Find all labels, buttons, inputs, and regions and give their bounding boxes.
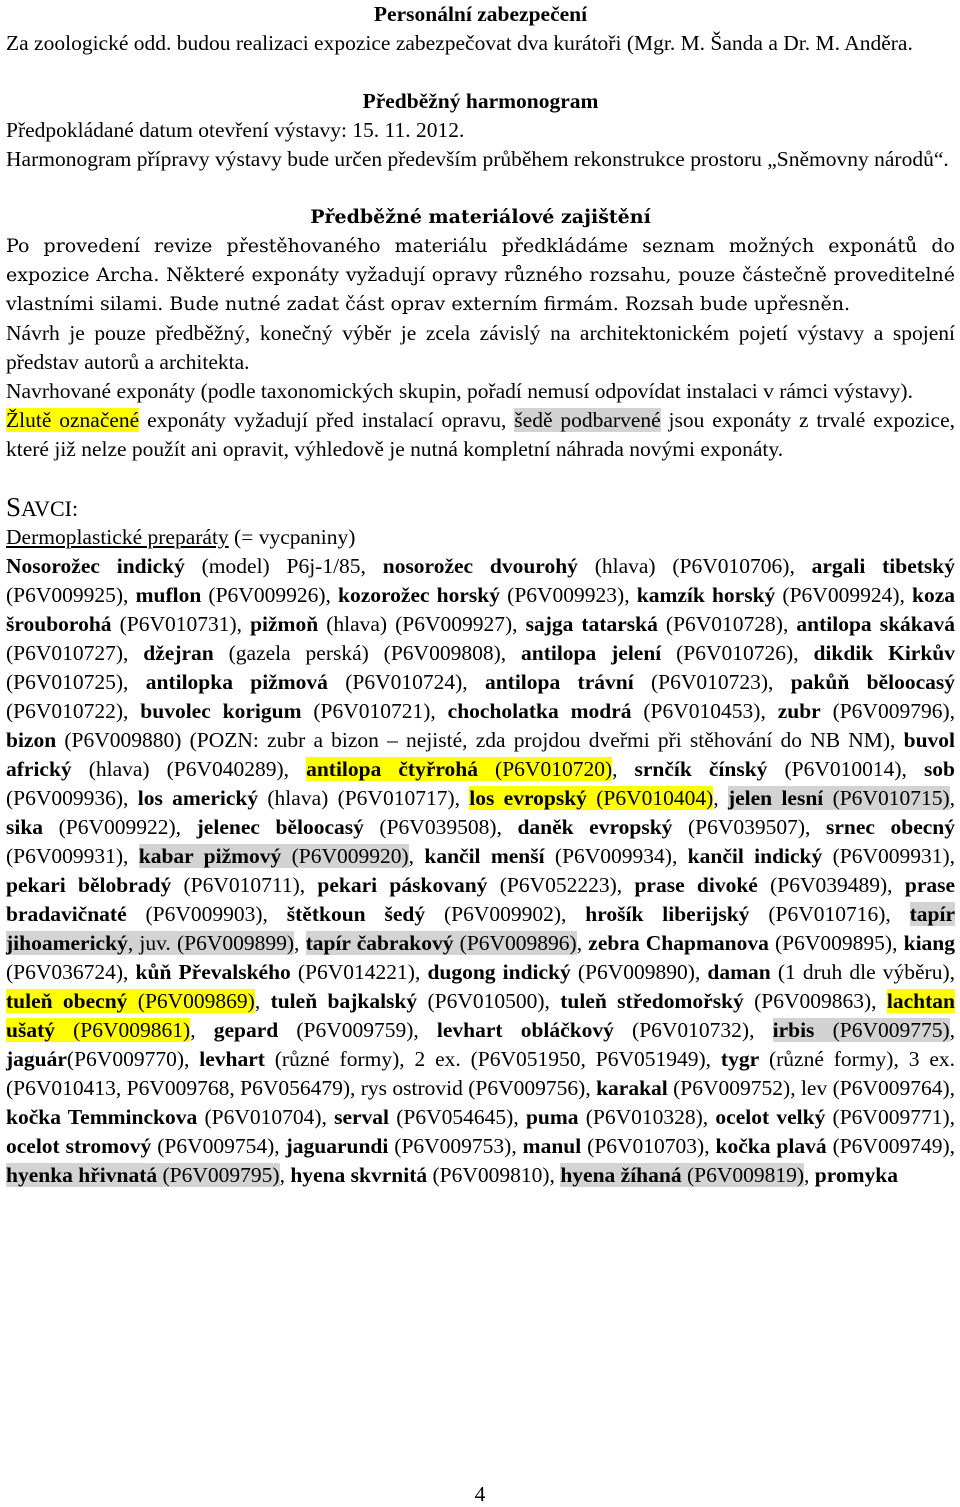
exhibit-text: (P6V009754), — [151, 1134, 286, 1158]
exhibit-name: levhart — [199, 1047, 265, 1071]
exhibit-text: (P6V010703), — [581, 1134, 716, 1158]
exhibit-name: argali tibetský — [811, 554, 956, 578]
exhibit-name: muflon — [135, 583, 202, 607]
exhibit-text: (P6V010731), — [111, 612, 251, 636]
exhibit-text: (P6V009903), — [126, 902, 287, 926]
exhibit-name: sika — [6, 815, 44, 839]
exhibit-text-to-replace: (P6V009896) — [453, 931, 577, 955]
exhibit-text: (P6V009880) (POZN: zubr a bizon – nejisté, zda projdou dveřmi při stěhování do NB NM), — [56, 728, 904, 752]
exhibit-text: (P6V009931), — [6, 844, 139, 868]
exhibit-text: (P6V009752), lev (P6V009764), — [667, 1076, 956, 1100]
exhibit-text: (gazela perská) (P6V009808), — [213, 641, 521, 665]
exhibit-text: (P6V039507), — [672, 815, 826, 839]
exhibit-text: (P6V010726), — [661, 641, 814, 665]
exhibit-text-needs-repair: (P6V009869) — [127, 989, 255, 1013]
exhibit-name: pižmoň — [250, 612, 319, 636]
exhibit-name: jaguár — [6, 1047, 67, 1071]
exhibit-name-to-replace: hyenka hřivnatá — [6, 1163, 158, 1187]
legend-gray-highlight: šedě podbarvené — [514, 408, 661, 432]
schedule-opening-date: Předpokládané datum otevření výstavy: 15. 11. 2012. — [6, 118, 465, 142]
exhibit-text: (P6V010723), — [633, 670, 791, 694]
exhibit-name-to-replace: tapír čabrakový — [305, 931, 454, 955]
exhibit-text-needs-repair: (P6V009861) — [54, 1018, 191, 1042]
exhibit-name: levhart obláčkový — [436, 1018, 614, 1042]
exhibit-text: (P6V010716), — [749, 902, 910, 926]
personnel-heading: Personální zabezpečení — [373, 2, 588, 26]
exhibit-name: koza šrouborohá — [6, 583, 956, 636]
exhibit-name: zubr — [777, 699, 821, 723]
exhibit-text: (P6V054645), — [389, 1105, 526, 1129]
exhibit-text-to-replace: (P6V009920) — [281, 844, 409, 868]
exhibit-name: bizon — [6, 728, 57, 752]
exhibit-name-to-replace: tapír jihoamerický — [6, 902, 955, 955]
exhibit-text: (P6V010722), — [6, 699, 141, 723]
exhibit-name: kozorožec horský — [338, 583, 501, 607]
mammals-heading — [6, 493, 955, 523]
exhibit-text: (různé formy), 2 ex. (P6V051950, P6V051949), — [264, 1047, 721, 1071]
exhibit-text: , — [576, 931, 589, 955]
exhibit-text: (P6V009924), — [775, 583, 913, 607]
exhibit-name: nosorožec dvourohý — [382, 554, 578, 578]
exhibit-text-needs-repair: (P6V010720) — [478, 757, 613, 781]
mammals-heading-initial: S — [6, 492, 22, 522]
legend-yellow-highlight: Žlutě označené — [6, 408, 140, 432]
exhibit-text: (P6V010014), — [767, 757, 924, 781]
exhibit-name: karakal — [596, 1076, 668, 1100]
exhibit-name: tygr — [720, 1047, 760, 1071]
exhibit-text: , — [804, 1163, 815, 1187]
exhibit-text: (P6V039508), — [363, 815, 518, 839]
exhibit-text-to-replace: (P6V009819) — [681, 1163, 805, 1187]
exhibit-text: (P6V009922), — [43, 815, 197, 839]
exhibit-name: prase divoké — [634, 873, 758, 897]
dermoplastic-subheading — [6, 523, 955, 552]
exhibit-name: pekari bělobradý — [6, 873, 172, 897]
exhibit-name: kočka Temminckova — [6, 1105, 198, 1129]
exhibit-name: pekari páskovaný — [317, 873, 488, 897]
exhibit-text: , — [949, 786, 955, 810]
exhibit-text: (P6V010725), — [6, 670, 146, 694]
schedule-heading: Předběžný harmonogram — [362, 89, 599, 113]
exhibit-text-to-replace: (P6V009775) — [814, 1018, 950, 1042]
exhibit-text: (P6V010500), — [417, 989, 561, 1013]
exhibit-name: džejran — [143, 641, 214, 665]
exhibit-name: gepard — [213, 1018, 279, 1042]
exhibit-name: kančil menší — [424, 844, 545, 868]
exhibit-name: kiang — [903, 931, 955, 955]
materials-heading: Předběžné materiálové zajištění — [310, 206, 651, 228]
exhibit-name: buvol africký — [6, 728, 955, 781]
exhibit-name: antilopa jelení — [520, 641, 662, 665]
spacer — [6, 58, 955, 87]
exhibit-text: (P6V009770), — [66, 1047, 200, 1071]
exhibit-text-to-replace: (P6V010715) — [823, 786, 950, 810]
exhibit-name: kůň Převalského — [135, 960, 291, 984]
exhibit-name-needs-repair: tuleň obecný — [6, 989, 128, 1013]
exhibit-name: daman — [707, 960, 771, 984]
exhibit-text: (hlava) (P6V009927), — [318, 612, 526, 636]
materials-paragraph-1: Po provedení revize přestěhovaného materiálu předkládáme seznam možných exponátů do expozice Archa. Některé exponáty vyžadují opravy různého rozsahu, pouze částečně proveditelné vlastními silami. Bude nutné zadat část oprav externím firmám. Rozsah bude upřesněn. — [6, 235, 955, 315]
exhibit-name-to-replace: irbis — [772, 1018, 815, 1042]
exhibit-text: (hlava) (P6V010717), — [258, 786, 470, 810]
exhibit-text: , — [279, 1163, 291, 1187]
exhibit-name: hrošík liberijský — [585, 902, 750, 926]
legend-text-end: jsou exponáty z trvalé expozice, které již nelze použít ani opravit, výhledově je nutná kompletní náhrada novými exponáty. — [6, 408, 955, 461]
exhibit-name: sob — [923, 757, 956, 781]
spacer — [6, 174, 955, 203]
exhibit-text: , — [294, 931, 306, 955]
exhibit-name: dugong indický — [427, 960, 571, 984]
spacer — [6, 464, 955, 493]
page-number: 4 — [474, 1482, 486, 1506]
exhibit-name: jaguarundi — [285, 1134, 389, 1158]
exhibit-name: promyka — [814, 1163, 898, 1187]
exhibit-name-to-replace: jelen lesní — [727, 786, 824, 810]
materials-paragraph-2: Návrh je pouze předběžný, konečný výběr je zcela závislý na architektonickém pojetí výstavy a spojení představ autorů a architekta. — [6, 321, 955, 374]
exhibit-text: , — [408, 844, 425, 868]
exhibit-text: (P6V009771), — [825, 1105, 955, 1129]
exhibit-text: (P6V010721), — [301, 699, 448, 723]
exhibit-text: (P6V009934), — [544, 844, 688, 868]
exhibit-text: (P6V009926), — [201, 583, 339, 607]
exhibit-name: daněk evropský — [517, 815, 673, 839]
exhibit-text: (P6V039489), — [757, 873, 905, 897]
exhibit-name: srnčík čínský — [634, 757, 768, 781]
exhibit-name-needs-repair: los evropský — [469, 786, 587, 810]
exhibit-text-needs-repair: (P6V010404) — [586, 786, 714, 810]
exhibit-name: dikdik Kirkův — [813, 641, 955, 665]
exhibit-name-needs-repair: antilopa čtyřrohá — [306, 757, 479, 781]
exhibit-text: (P6V010728), — [657, 612, 797, 636]
exhibit-name: antilopa trávní — [484, 670, 634, 694]
exhibit-name: kančil indický — [687, 844, 823, 868]
exhibit-name: manul — [522, 1134, 582, 1158]
exhibit-text: (různé formy), 3 ex. (P6V010413, P6V009768, P6V056479), rys ostrovid (P6V009756), — [6, 1047, 955, 1100]
exhibit-text: (P6V009890), — [570, 960, 708, 984]
schedule-description: Harmonogram přípravy výstavy bude určen především průběhem rekonstrukce prostoru „Sněmovny národů“. — [6, 147, 949, 171]
exhibit-text: (P6V009749), — [826, 1134, 955, 1158]
exhibit-name: chocholatka modrá — [447, 699, 632, 723]
exhibit-name-to-replace: hyena žíhaná — [560, 1163, 682, 1187]
exhibit-name-to-replace: kabar pižmový — [138, 844, 282, 868]
exhibit-text: (P6V014221), — [290, 960, 428, 984]
exhibit-text: , — [190, 1018, 214, 1042]
exhibit-text: (P6V009863), — [743, 989, 887, 1013]
exhibit-name: prase bradavičnaté — [6, 873, 956, 926]
exhibit-text: (P6V009810), — [427, 1163, 561, 1187]
exhibit-name: hyena skvrnitá — [290, 1163, 428, 1187]
exhibit-text: (P6V009925), — [6, 583, 136, 607]
exhibit-text: , — [612, 757, 635, 781]
exhibit-text: (P6V010732), — [613, 1018, 773, 1042]
dermoplastic-note: (= vycpaniny) — [228, 525, 356, 549]
exhibit-name: kočka plavá — [715, 1134, 827, 1158]
exhibit-name: buvolec korigum — [140, 699, 302, 723]
exhibit-text: , — [254, 989, 271, 1013]
exhibit-text: (hlava) (P6V010706), — [577, 554, 812, 578]
exhibit-text: , — [713, 786, 728, 810]
materials-paragraph-3: Navrhované exponáty (podle taxonomických skupin, pořadí nemusí odpovídat instalaci v rámci výstavy). — [6, 379, 913, 403]
exhibit-text: (P6V010328), — [578, 1105, 716, 1129]
exhibit-text: (P6V009753), — [388, 1134, 523, 1158]
exhibit-name: jelenec běloocasý — [196, 815, 364, 839]
exhibit-text: (P6V010724), — [327, 670, 485, 694]
color-legend-paragraph — [6, 406, 955, 464]
exhibit-text: , — [949, 1018, 956, 1042]
exhibit-name: tuleň bajkalský — [270, 989, 418, 1013]
exhibit-text: (P6V052223), — [487, 873, 635, 897]
exhibit-name: ocelot stromový — [6, 1134, 152, 1158]
personnel-text: Za zoologické odd. budou realizaci expozice zabezpečovat dva kurátoři (Mgr. M. Šanda a Dr. M. Anděra. — [6, 31, 913, 55]
dermoplastic-title: Dermoplastické preparáty — [6, 525, 229, 549]
exhibit-text: (P6V010704), — [197, 1105, 335, 1129]
exhibit-text: (P6V009796), — [820, 699, 955, 723]
exhibit-text: (P6V010453), — [631, 699, 778, 723]
exhibit-list — [6, 552, 955, 1190]
exhibit-text: (P6V009923), — [500, 583, 637, 607]
exhibit-text: (P6V010711), — [171, 873, 318, 897]
exhibit-name: los americký — [137, 786, 259, 810]
legend-text-mid: exponáty vyžadují před instalací opravu, — [139, 408, 515, 432]
exhibit-text: (P6V009931), — [822, 844, 956, 868]
exhibit-text-to-replace: (P6V009795) — [157, 1163, 280, 1187]
document-page — [6, 0, 955, 1190]
exhibit-name: antilopa skákavá — [796, 612, 955, 636]
exhibit-text: (P6V009902), — [425, 902, 586, 926]
exhibit-text-to-replace: , juv. (P6V009899) — [127, 931, 295, 955]
exhibit-text: (P6V010727), — [6, 641, 144, 665]
exhibit-text: (P6V009936), — [6, 786, 138, 810]
exhibit-text: (P6V009759), — [278, 1018, 437, 1042]
exhibit-name: serval — [334, 1105, 390, 1129]
exhibit-text: (P6V036724), — [6, 960, 136, 984]
exhibit-name: zebra Chapmanova — [588, 931, 769, 955]
exhibit-name: štětkoun šedý — [286, 902, 426, 926]
exhibit-text: (P6V009895), — [768, 931, 904, 955]
exhibit-name: Nosorožec indický — [6, 554, 185, 578]
exhibit-text: (1 druh dle výběru), — [770, 960, 955, 984]
mammals-heading-rest: AVCI: — [21, 496, 79, 521]
exhibit-name: pakůň běloocasý — [790, 670, 955, 694]
exhibit-name: puma — [525, 1105, 579, 1129]
exhibit-name: ocelot velký — [715, 1105, 826, 1129]
exhibit-name-needs-repair: lachtan ušatý — [6, 989, 955, 1042]
exhibit-text: (model) P6j-1/85, — [184, 554, 383, 578]
exhibit-name: kamzík horský — [636, 583, 776, 607]
exhibit-name: antilopka pižmová — [145, 670, 328, 694]
exhibit-name: tuleň středomořský — [560, 989, 744, 1013]
exhibit-text: (hlava) (P6V040289), — [71, 757, 307, 781]
exhibit-name: srnec obecný — [825, 815, 956, 839]
exhibit-name: sajga tatarská — [525, 612, 658, 636]
